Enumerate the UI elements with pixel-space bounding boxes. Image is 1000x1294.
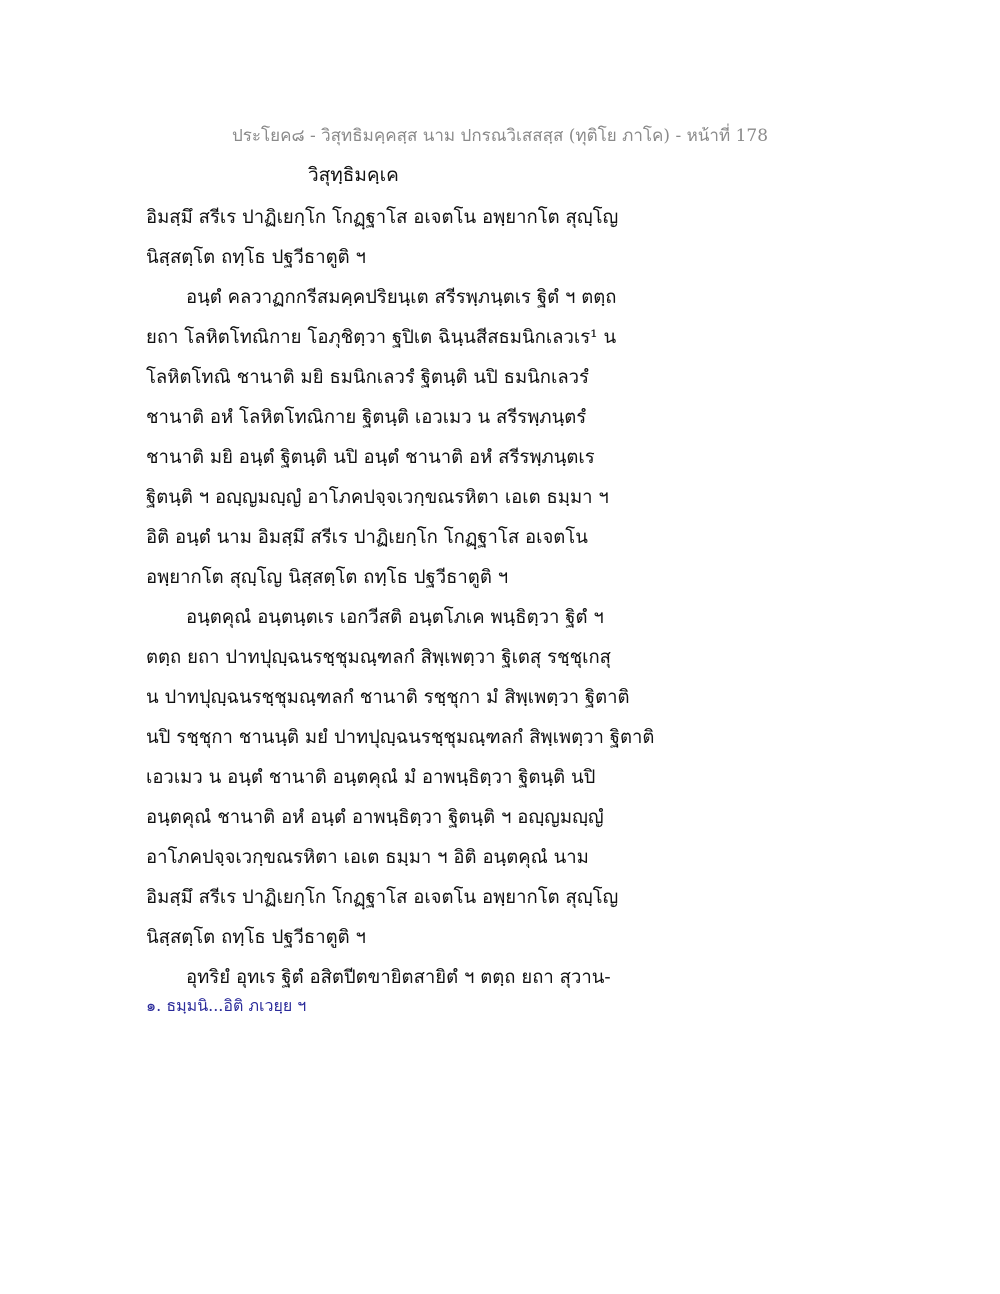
text-line: อิมสฺมึ สรีเร ปาฏิเยกฺโก โกฏฺฐาโส อเจตโน อพฺยากโต สุญฺโญ: [146, 207, 619, 228]
text-line: อพฺยากโต สุญฺโญ นิสฺสตฺโต ถทฺโธ ปฐวีธาตูติ ฯ: [146, 567, 509, 588]
footnote: ๑. ธมฺมนิ...อิติ ภเวยฺย ฯ: [146, 996, 307, 1015]
text-line: นิสฺสตฺโต ถทฺโธ ปฐวีธาตูติ ฯ: [146, 927, 366, 948]
text-line: ยถา โลหิตโทณิกาย โอภุชิตฺวา ฐปิเต ฉินฺนสีสธมนิกเลวเร¹ น: [146, 327, 617, 348]
text-line: โลหิตโทณิ ชานาติ มยิ ธมนิกเลวรํ ฐิตนฺติ นปิ ธมนิกเลวรํ: [146, 367, 589, 388]
text-line: นปิ รชฺชุกา ชานนฺติ มยํ ปาทปุญฺฉนรชฺชุมณฺฑลกํ สิพฺเพตฺวา ฐิตาติ: [146, 727, 655, 748]
text-line: อิมสฺมึ สรีเร ปาฏิเยกฺโก โกฏฺฐาโส อเจตโน อพฺยากโต สุญฺโญ: [146, 887, 619, 908]
text-line: อิติ อนฺตํ นาม อิมสฺมึ สรีเร ปาฏิเยกฺโก โกฏฺฐาโส อเจตโน: [146, 527, 588, 548]
text-line: อาโภคปจฺจเวกฺขณรหิตา เอเต ธมฺมา ฯ อิติ อนฺตคุณํ นาม: [146, 847, 589, 868]
text-line: ชานาติ มยิ อนฺตํ ฐิตนฺติ นปิ อนฺตํ ชานาติ อหํ สรีรพฺภนฺตเร: [146, 447, 595, 468]
text-line: น ปาทปุญฺฉนรชฺชุมณฺฑลกํ ชานาติ รชฺชุกา มํ สิพฺเพตฺวา ฐิตาติ: [146, 687, 630, 708]
body-text: [146, 198, 706, 998]
page-header: ประโยค๘ - วิสุทธิมคฺคสฺส นาม ปกรณวิเสสสฺส (ทุติโย ภาโค) - หน้าที่ 178: [231, 126, 769, 146]
text-line: นิสฺสตฺโต ถทฺโธ ปฐวีธาตูติ ฯ: [146, 247, 366, 268]
text-line: อนฺตํ คลวาฏกกรีสมคฺคปริยนฺเต สรีรพฺภนฺตเร ฐิตํ ฯ ตตฺถ: [186, 287, 617, 308]
text-line: ชานาติ อหํ โลหิตโทณิกาย ฐิตนฺติ เอวเมว น สรีรพฺภนฺตรํ: [146, 407, 587, 428]
text-line: เอวเมว น อนฺตํ ชานาติ อนฺตคุณํ มํ อาพนฺธิตฺวา ฐิตนฺติ นปิ: [146, 767, 596, 788]
text-line: อุทริยํ อุทเร ฐิตํ อสิตปีตขายิตสายิตํ ฯ ตตฺถ ยถา สุวาน-: [186, 967, 611, 988]
text-line: อนฺตคุณํ อนฺตนฺตเร เอกวีสติ อนฺตโภเค พนฺธิตฺวา ฐิตํ ฯ: [186, 607, 604, 628]
text-line: อนฺตคุณํ ชานาติ อหํ อนฺตํ อาพนฺธิตฺวา ฐิตนฺติ ฯ อญฺญมญฺญํ: [146, 807, 604, 828]
text-line: ฐิตนฺติ ฯ อญฺญมญฺญํ อาโภคปจฺจเวกฺขณรหิตา เอเต ธมฺมา ฯ: [146, 487, 609, 508]
text-line: ตตฺถ ยถา ปาทปุญฺฉนรชฺชุมณฺฑลกํ สิพฺเพตฺวา ฐิเตสุ รชฺชุเกสุ: [146, 647, 611, 668]
section-title: วิสุทฺธิมคฺเค: [308, 164, 399, 186]
